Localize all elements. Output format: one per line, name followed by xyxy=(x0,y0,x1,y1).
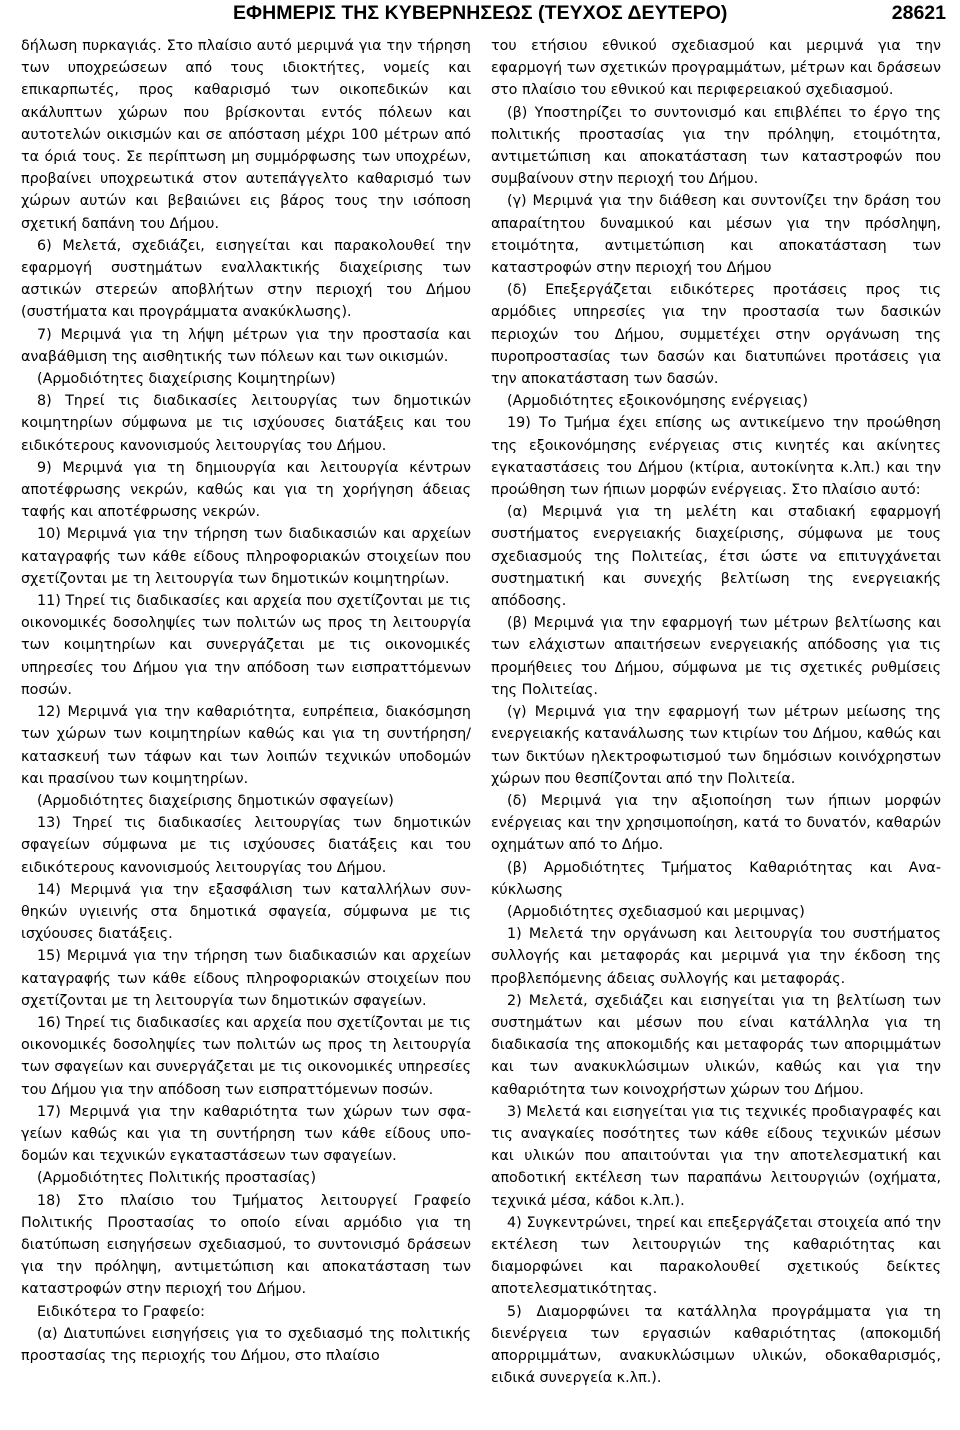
paragraph: (δ) Μεριμνά για την αξιοποίηση των ήπιων μορφών ενέργειας και την χρησιμοποίηση, κατά το δυνατόν, καθαρών οχημάτων από το Δήμο. xyxy=(491,792,941,854)
paragraph: 13) Τηρεί τις διαδικασίες λειτουργίας των δημοτικών σφαγείων σύμφωνα με τις ισχύουσες διατάξεις και του ειδικότερους κανονισμούς λειτουργίας του Δήμου. xyxy=(21,815,471,876)
paragraph: (γ) Μεριμνά για την εφαρμογή των μέτρων μείωσης της ενεργειακής κατανάλωσης των κτιρίων του Δήμου, καθώς και των δικτύων ηλεκτροφωτισμού των δημόσιων κοινόχρηστων χώρων που θεσπίζονται από την Πολιτεία. xyxy=(491,704,941,787)
paragraph: (δ) Επεξεργάζεται ειδικότερες προτάσεις προς τις αρμόδιες υπηρεσίες για την προστασία των δασικών περιοχών του Δήμου, συμμετέχει στην οργάνωση της πυροπροστασίας των δασών και διατυπώνει προτάσεις για την αποκατάσταση των δασών. xyxy=(491,282,941,388)
paragraph: Ειδικότερα το Γραφείο: xyxy=(37,1303,205,1320)
gazette-title: ΕΦΗΜΕΡΙΣ ΤΗΣ ΚΥΒΕΡΝΗΣΕΩΣ (ΤΕΥΧΟΣ ΔΕΥΤΕΡΟ) xyxy=(233,2,728,24)
paragraph: 5) Διαμορφώνει τα κατάλληλα προγράμματα για τη διενέργεια των εργασιών καθαριότητας (αποκομιδή απορριμμάτων, ανακυκλώσιμων υλικών, οδοκαθαρισμός, ειδικά συνεργεία κ.λπ.). xyxy=(491,1303,941,1387)
section-heading: (Αρμοδιότητες Πολιτικής προστασίας) xyxy=(37,1170,317,1187)
paragraph: 9) Μεριμνά για τη δημιουργία και λειτουργία κέντρων αποτέφρωσης νεκρών, καθώς και για τη χορήγηση άδειας ταφής και αποτέφρωσης νεκρών. xyxy=(21,459,471,521)
paragraph: 7) Μεριμνά για τη λήψη μέτρων για την προστασία και αναβάθμιση της αισθητικής των πόλεων και των οικισμών. xyxy=(21,326,471,365)
paragraph: 2) Μελετά, σχεδιάζει και εισηγείται για τη βελτίωση των συστημάτων και μέσων που είναι κατάλληλα για τη διαδικασία της αποκομιδής και μεταφοράς των αποριμμάτων και των ανακυκλώσιμων υλικών, καθώς και για την καθαριότητα των κοινοχρήστων χώρων του Δήμου. xyxy=(491,992,941,1098)
paragraph: 1) Μελετά την οργάνωση και λειτουργία του συστήματος συλλογής και μεταφοράς και μεριμνά για την έκδοση της προβλεπόμενης άδειας συλλογής και μεταφοράς. xyxy=(491,926,941,987)
paragraph: του ετήσιου εθνικού σχεδιασμού και μεριμνά για την εφαρμογή των σχετικών προγραμμάτων, μέτρων και δράσεων στο πλαίσιο του εθνικού και περιφερειακού σχεδιασμού. xyxy=(491,38,941,99)
section-heading: (Αρμοδιότητες εξοικονόμησης ενέργειας) xyxy=(507,393,808,410)
paragraph: (β) Μεριμνά για την εφαρμογή των μέτρων βελτίωσης και των ελάχιστων απαιτήσεων ενεργειακής απόδοσης για τις προμήθειες του Δήμου, σύμφωνα με τις σχετικές ρυθμίσεις της Πολιτείας. xyxy=(491,615,941,698)
section-heading: (Αρμοδιότητες σχεδιασμού και μεριμνας) xyxy=(507,903,805,920)
paragraph: 10) Μεριμνά για την τήρηση των διαδικασιών και αρχείων καταγραφής των κάθε είδους πληροφοριακών στοιχείων που σχετίζονται με τη λειτουργία των δημοτικών κοιμητηρίων. xyxy=(21,526,471,587)
section-heading: (Αρμοδιότητες διαχείρισης Κοιμητηρίων) xyxy=(37,371,336,388)
paragraph: 17) Μεριμνά για την καθαριότητα των χώρων των σφαγείων καθώς και για τη συντήρηση των κάθε είδους υποδομών και τεχνικών εγκαταστάσεων των σφαγείων. xyxy=(21,1103,471,1165)
section-heading: (β) Αρμοδιότητες Τμήματος Καθαριότητας και Ανακύκλωσης xyxy=(491,859,941,898)
right-column xyxy=(491,35,941,1389)
paragraph: 3) Μελετά και εισηγείται για τις τεχνικές προδιαγραφές και τις αναγκαίες ποσότητες των κάθε είδους τεχνικών μέσων και υλικών που απαιτούνται για την αποτελεσματική και αποδοτική εκτέλεση των παραπάνω λειτουργιών (οχήματα, τεχνικά μέσα, κάδοι κ.λπ.). xyxy=(491,1103,941,1209)
page-header xyxy=(0,0,960,30)
page-number: 28621 xyxy=(891,2,946,24)
paragraph: (α) Διατυπώνει εισηγήσεις για το σχεδιασμό της πολιτικής προστασίας της περιοχής του Δήμου, στο πλαίσιο xyxy=(21,1325,471,1364)
paragraph: (α) Μεριμνά για τη μελέτη και σταδιακή εφαρμογή συστήματος ενεργειακής διαχείρισης, σύμφωνα με τους σχεδιασμούς της Πολιτείας, έτσι ώστε να επιτυγχάνεται συστηματική και συνεχής βελτίωση της ενεργειακής απόδοσης. xyxy=(491,504,941,610)
paragraph: 12) Μεριμνά για την καθαριότητα, ευπρέπεια, διακόσμηση των χώρων των κοιμητηρίων καθώς και για τη συντήρηση/κατασκευή των τάφων και των λοιπών τεχνικών υποδομών και πρασίνου των κοιμητηρίων. xyxy=(21,704,471,787)
paragraph: δήλωση πυρκαγιάς. Στο πλαίσιο αυτό μεριμνά για την τήρηση των υποχρεώσεων από τους ιδιοκτήτες, νομείς και επικαρπωτές, προς καθαρισμό των οικοπεδικών και ακάλυπτων χώρων που βρίσκονται εντός πόλεων και αυτοτελών οικισμών και σε απόσταση μέχρι 100 μέτρων από τα όριά τους. Σε περίπτωση μη συμμόρφωσης των υποχρέων, προβαίνει υποχρεωτικά στον αυτεπάγγελτο καθαρισμό των χώρων αυτών και βεβαιώνει εις βάρος τους την ισόποση σχετική δαπάνη του Δήμου. xyxy=(21,38,471,232)
paragraph: 16) Τηρεί τις διαδικασίες και αρχεία που σχετίζονται με τις οικονομικές δοσοληψίες των πολιτών ως προς τη λειτουργία των σφαγείων και συνεργάζεται με τις οικονομικές υπηρεσίες του Δήμου για την απόδοση των εισπραττόμενων ποσών. xyxy=(21,1014,471,1098)
paragraph: 19) Το Τμήμα έχει επίσης ως αντικείμενο την προώθηση της εξοικονόμησης ενέργειας στις κινητές και ακίνητες εγκαταστάσεις του Δήμου (κτίρια, αυτοκίνητα κ.λπ.) και την προώθηση των ήπιων μορφών ενέργειας. Στο πλαίσιο αυτό: xyxy=(491,415,941,499)
paragraph: 6) Μελετά, σχεδιάζει, εισηγείται και παρακολουθεί την εφαρμογή συστημάτων εναλλακτικής διαχείρισης των αστικών στερεών αποβλήτων στην περιοχή του Δήμου (συστήματα και προγράμματα ανακύκλωσης). xyxy=(21,237,471,321)
paragraph: 4) Συγκεντρώνει, τηρεί και επεξεργάζεται στοιχεία από την εκτέλεση των λειτουργιών της καθαριότητας και διαμορφώνει και παρακολουθεί σχετικούς δείκτες αποτελεσματικότητας. xyxy=(491,1214,941,1298)
paragraph: 14) Μεριμνά για την εξασφάλιση των καταλλήλων συνθηκών υγιεινής στα δημοτικά σφαγεία, σύμφωνα με τις ισχύουσες διατάξεις. xyxy=(21,881,471,943)
paragraph: (γ) Μεριμνά για την διάθεση και συντονίζει την δράση του απαραίτητου δυναμικού και μέσων για την πρόσληψη, ετοιμότητα, αντιμετώπιση και αποκατάσταση των καταστροφών στην περιοχή του Δήμου xyxy=(491,193,941,277)
paragraph: (β) Υποστηρίζει το συντονισμό και επιβλέπει το έργο της πολιτικής προστασίας για την πρόληψη, ετοιμότητα, αντιμετώπιση και αποκατάσταση των καταστροφών που συμβαίνουν στην περιοχή του Δήμου. xyxy=(491,104,941,188)
paragraph: 15) Μεριμνά για την τήρηση των διαδικασιών και αρχείων καταγραφής των κάθε είδους πληροφοριακών στοιχείων που σχετίζονται με τη λειτουργία των δημοτικών σφαγείων. xyxy=(21,948,471,1009)
paragraph: 11) Τηρεί τις διαδικασίες και αρχεία που σχετίζονται με τις οικονομικές δοσοληψίες των πολιτών ως προς τη λειτουργία των κοιμητηρίων και συνεργάζεται με τις οικονομικές υπηρεσίες του Δήμου για την απόδοση των εισπραττόμενων ποσών. xyxy=(21,593,471,698)
left-column xyxy=(21,35,471,1367)
paragraph: 18) Στο πλαίσιο του Τμήματος λειτουργεί Γραφείο Πολιτικής Προστασίας το οποίο είναι αρμόδιο για τη διατύπωση εισηγήσεων σχεδιασμού, το συντονισμό δράσεων για την πρόληψη, αντιμετώπιση και αποκατάσταση των καταστροφών στην περιοχή του Δήμου. xyxy=(21,1192,471,1298)
section-heading: (Αρμοδιότητες διαχείρισης δημοτικών σφαγείων) xyxy=(37,792,394,809)
paragraph: 8) Τηρεί τις διαδικασίες λειτουργίας των δημοτικών κοιμητηρίων σύμφωνα με τις ισχύουσες διατάξεις και του ειδικότερους κανονισμούς λειτουργίας του Δήμου. xyxy=(21,393,471,454)
